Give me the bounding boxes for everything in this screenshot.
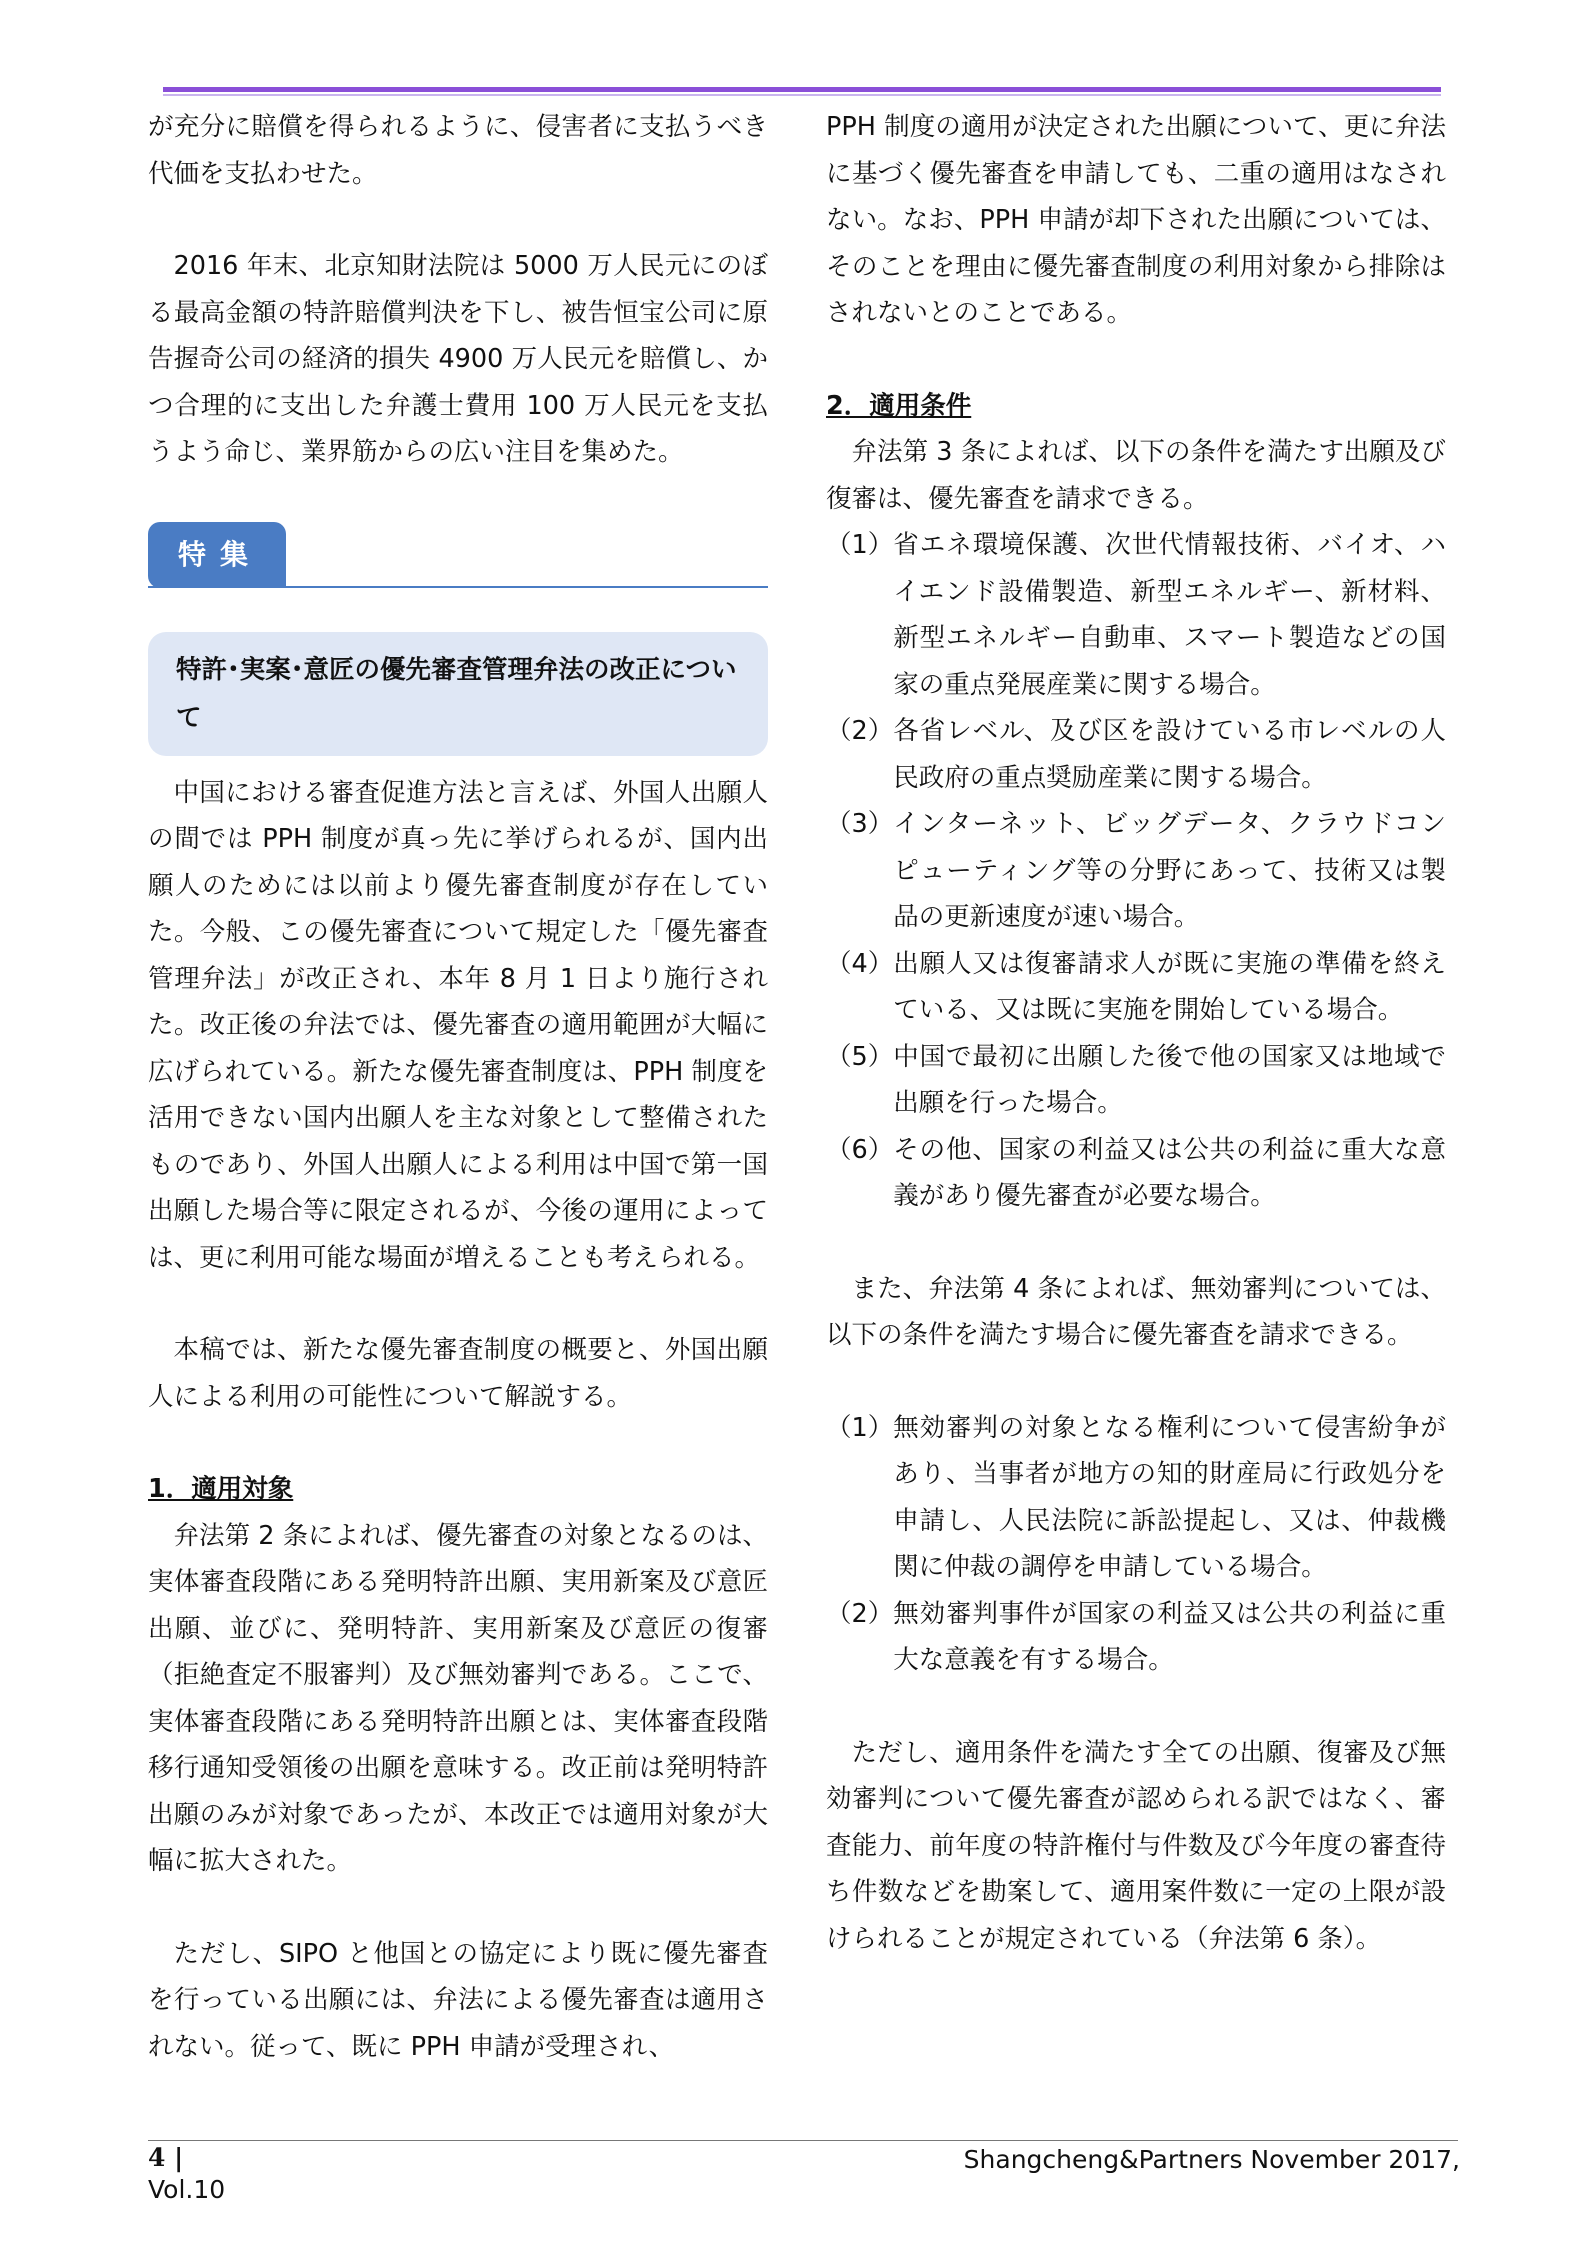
article-title: 特許･実案･意匠の優先審査管理弁法の改正について bbox=[148, 632, 768, 756]
list-item bbox=[826, 1127, 1446, 1220]
list-item-number: （2） bbox=[826, 716, 894, 746]
feature-tab-rule bbox=[148, 586, 768, 588]
list-item-text: 省エネ環境保護、次世代情報技術、バイオ、ハイエンド設備製造、新型エネルギー、新材料、新型エネルギー自動車、スマート製造などの国家の重点発展産業に関する場合。 bbox=[893, 530, 1446, 700]
list-item-number: （6） bbox=[826, 1134, 894, 1165]
heading-conditions: 2．適用条件 bbox=[826, 390, 972, 421]
list-item bbox=[826, 1405, 1446, 1591]
paragraph-article3: 弁法第 3 条によれば、以下の条件を満たす出願及び復審は、優先審査を請求できる。 bbox=[826, 437, 1446, 514]
paragraph-article2: 弁法第 2 条によれば、優先審査の対象となるのは、実体審査段階にある発明特許出願、実用新案及び意匠出願、並びに、発明特許、実用新案及び意匠の復審（拒絶査定不服審判）及び無効審判である。ここで、実体審査段階にある発明特許出願とは、実体審査段階移行通知受領後の出願を意味する。改正前は発明特許出願のみが対象であったが、本改正では適用対象が大幅に拡大された。 bbox=[148, 1520, 768, 1876]
feature-tab-label: 特集 bbox=[148, 522, 286, 588]
list-item-text: インターネット、ビッグデータ、クラウドコンピューティング等の分野にあって、技術又は製品の更新速度が速い場合。 bbox=[893, 809, 1446, 932]
list-item-number: （1） bbox=[826, 1412, 894, 1443]
paragraph-scope: 本稿では、新たな優先審査制度の概要と、外国出願人による利用の可能性について解説する。 bbox=[148, 1335, 768, 1412]
list-item-text: 無効審判の対象となる権利について侵害紛争があり、当事者が地方の知的財産局に行政処分を申請し、人民法院に訴訟提起し、又は、仲裁機関に仲裁の調停を申請している場合。 bbox=[893, 1412, 1446, 1582]
list-item-number: （2） bbox=[826, 1598, 894, 1629]
list-item-number: （4） bbox=[826, 948, 894, 979]
list-item bbox=[826, 1591, 1446, 1684]
publisher-label: Shangcheng&Partners November 2017, bbox=[963, 2145, 1460, 2174]
volume-label: Vol.10 bbox=[148, 2175, 226, 2204]
left-column bbox=[148, 104, 768, 2070]
paragraph-intro: 中国における審査促進方法と言えば、外国人出願人の間では PPH 制度が真っ先に挙げられるが、国内出願人のためには以前より優先審査制度が存在していた。今般、この優先審査について規定した「優先審査管理弁法」が改正され、本年 8 月 1 日より施行された。改正後の弁法では、優先審査の適用範囲が大幅に広げられている。新たな優先審査制度は、PPH 制度を活用できない国内出願人を主な対象として整備されたものであり、外国人出願人による利用は中国で第一国出願した場合等に限定されるが、今後の運用によっては、更に利用可能な場面が増えることも考えられる。 bbox=[148, 777, 768, 1273]
paragraph-limit: ただし、適用条件を満たす全ての出願、復審及び無効審判について優先審査が認められる訳ではなく、審査能力、前年度の特許権付与件数及び今年度の審査待ち件数などを勘案して、適用案件数に一定の上限が設けられることが規定されている（弁法第 6 条）。 bbox=[826, 1737, 1446, 1954]
list-item-text: 各省レベル、及び区を設けている市レベルの人民政府の重点奨励産業に関する場合。 bbox=[893, 716, 1446, 793]
list-item bbox=[826, 801, 1446, 941]
list-item bbox=[826, 1034, 1446, 1127]
paragraph-article4: また、弁法第 4 条によれば、無効審判については、以下の条件を満たす場合に優先審査を請求できる。 bbox=[826, 1273, 1446, 1350]
paragraph-pph-continued: PPH 制度の適用が決定された出願について、更に弁法に基づく優先審査を申請しても、二重の適用はなされない。なお、PPH 申請が却下された出願については、そのことを理由に優先審査制度の利用対象から排除はされないとのことである。 bbox=[826, 112, 1446, 328]
list-item bbox=[826, 522, 1446, 708]
invalidation-conditions-list bbox=[826, 1405, 1446, 1684]
heading-applicable-scope: 1．適用対象 bbox=[148, 1474, 294, 1504]
list-item bbox=[826, 941, 1446, 1034]
list-item-number: （3） bbox=[826, 809, 894, 839]
list-item-text: 無効審判事件が国家の利益又は公共の利益に重大な意義を有する場合。 bbox=[893, 1598, 1446, 1675]
paragraph-sipo: ただし、SIPO と他国との協定により既に優先審査を行っている出願には、弁法による優先審査は適用されない。従って、既に PPH 申請が受理され、 bbox=[148, 1938, 768, 2062]
header-rule bbox=[163, 87, 1441, 92]
list-item-number: （5） bbox=[826, 1041, 894, 1072]
list-item-number: （1） bbox=[826, 530, 894, 560]
list-item-text: 中国で最初に出願した後で他の国家又は地域で出願を行った場合。 bbox=[893, 1041, 1446, 1118]
list-item bbox=[826, 708, 1446, 801]
paragraph-continued: が充分に賠償を得られるように、侵害者に支払うべき代価を支払わせた。 bbox=[148, 112, 768, 189]
page-number: 4 | bbox=[148, 2143, 184, 2172]
list-item-text: 出願人又は復審請求人が既に実施の準備を終えている、又は既に実施を開始している場合。 bbox=[893, 948, 1446, 1025]
list-item-text: その他、国家の利益又は公共の利益に重大な意義があり優先審査が必要な場合。 bbox=[893, 1134, 1446, 1211]
conditions-list bbox=[826, 522, 1446, 1220]
header-rule-secondary bbox=[163, 94, 1441, 96]
right-column bbox=[826, 104, 1446, 1962]
footer-rule bbox=[148, 2140, 1458, 2141]
section-tab-feature bbox=[148, 522, 768, 602]
paragraph-beijing-ruling: 2016 年末、北京知財法院は 5000 万人民元にのぼる最高金額の特許賠償判決を下し、被告恒宝公司に原告握奇公司の経済的損失 4900 万人民元を賠償し、かつ合理的に支出した弁護士費用 100 万人民元を支払うよう命じ、業界筋からの広い注目を集めた。 bbox=[148, 251, 768, 467]
